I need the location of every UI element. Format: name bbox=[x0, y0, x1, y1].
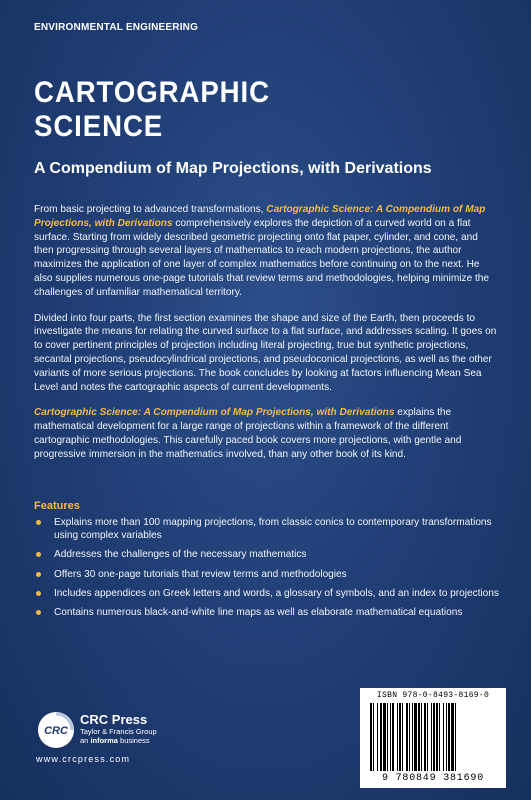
features-heading: Features bbox=[34, 500, 80, 512]
feature-item bbox=[34, 568, 504, 581]
publisher-block bbox=[80, 712, 157, 745]
paragraph-1-intro: From basic projecting to advanced transformations, bbox=[34, 204, 264, 215]
bullet-icon bbox=[36, 552, 41, 557]
feature-item bbox=[34, 516, 504, 542]
description-paragraph-3 bbox=[34, 406, 500, 461]
tagline-suffix: business bbox=[120, 736, 150, 745]
bullet-icon bbox=[36, 591, 41, 596]
description bbox=[34, 203, 500, 474]
crc-press-logo-icon bbox=[36, 710, 76, 750]
paragraph-1-title-highlight: Cartographic Science: A Compendium of Map Projections, with Derivations bbox=[34, 204, 486, 229]
isbn-text: ISBN 978-0-8493-8169-0 bbox=[376, 691, 490, 700]
publisher-tagline bbox=[80, 736, 157, 745]
publisher-group: Taylor & Francis Group bbox=[80, 727, 157, 736]
logo-lettering: CRC bbox=[44, 725, 68, 737]
paragraph-1-rest: comprehensively explores the depiction of a curved world on a flat surface. Starting from widely described geometric projecting onto flat paper, cylinder, and cone, and then progressing through several layers of mathematics to reach modern projections, the author maximizes the application of one layer of complex mathematics before continuing on to the next. He also supplies numerous one-page tutorials that review terms and methodologies, helping minimize the challenges of unfamiliar mathematical territory. bbox=[34, 217, 490, 298]
feature-text: Includes appendices on Greek letters and words, a glossary of symbols, and an index to projections bbox=[54, 587, 499, 599]
bullet-icon bbox=[36, 610, 41, 615]
paragraph-3-title-highlight: Cartographic Science: A Compendium of Map Projections, with Derivations bbox=[34, 407, 395, 419]
book-title bbox=[34, 76, 270, 144]
description-paragraph-2: Divided into four parts, the first section examines the shape and size of the Earth, then proceeds to investigate the means for relating the curved surface to a flat surface, and addresses scaling. It goes on to cover pertinent principles of projection including literal projecting, true but synthetic projections, secantal projections, pseudocylindrical projections, and pseudoconical projections, as well as the other variants of more serious projections. The book concludes by looking at factors influencing Mean Sea Level and notes the cartographic aspects of current developments. bbox=[34, 312, 497, 393]
barcode bbox=[360, 688, 506, 788]
title-line-2: SCIENCE bbox=[34, 110, 164, 143]
bullet-icon bbox=[36, 572, 41, 577]
book-subtitle: A Compendium of Map Projections, with Derivations bbox=[34, 160, 432, 177]
feature-text: Offers 30 one-page tutorials that review terms and methodologies bbox=[54, 568, 347, 580]
bullet-icon bbox=[36, 520, 41, 525]
tagline-prefix: an bbox=[80, 736, 89, 745]
barcode-bars-icon bbox=[370, 703, 496, 773]
features-list bbox=[34, 516, 504, 625]
series-label: ENVIRONMENTAL ENGINEERING bbox=[34, 22, 199, 33]
feature-text: Explains more than 100 mapping projections, from classic conics to contemporary transformations using complex variables bbox=[54, 517, 492, 542]
barcode-number: 9 780849 381690 bbox=[381, 773, 484, 784]
description-paragraph-1 bbox=[34, 203, 500, 300]
feature-text: Contains numerous black-and-white line maps as well as elaborate mathematical equations bbox=[54, 607, 463, 619]
publisher-name: CRC Press bbox=[80, 712, 148, 727]
feature-text: Addresses the challenges of the necessary mathematics bbox=[54, 549, 307, 561]
feature-item bbox=[34, 606, 504, 619]
title-line-1: CARTOGRAPHIC bbox=[34, 76, 270, 109]
publisher-url[interactable]: www.crcpress.com bbox=[36, 754, 131, 764]
paragraph-3-rest: explains the mathematical development for a large range of projections within a framework of the different cartographic methodologies. This carefully paced book covers more projections, with gentle and progressive immersion in the mathematics involved, than any other book of its kind. bbox=[34, 407, 462, 460]
feature-item bbox=[34, 587, 504, 600]
feature-item bbox=[34, 548, 504, 561]
tagline-brand: informa bbox=[90, 736, 118, 745]
